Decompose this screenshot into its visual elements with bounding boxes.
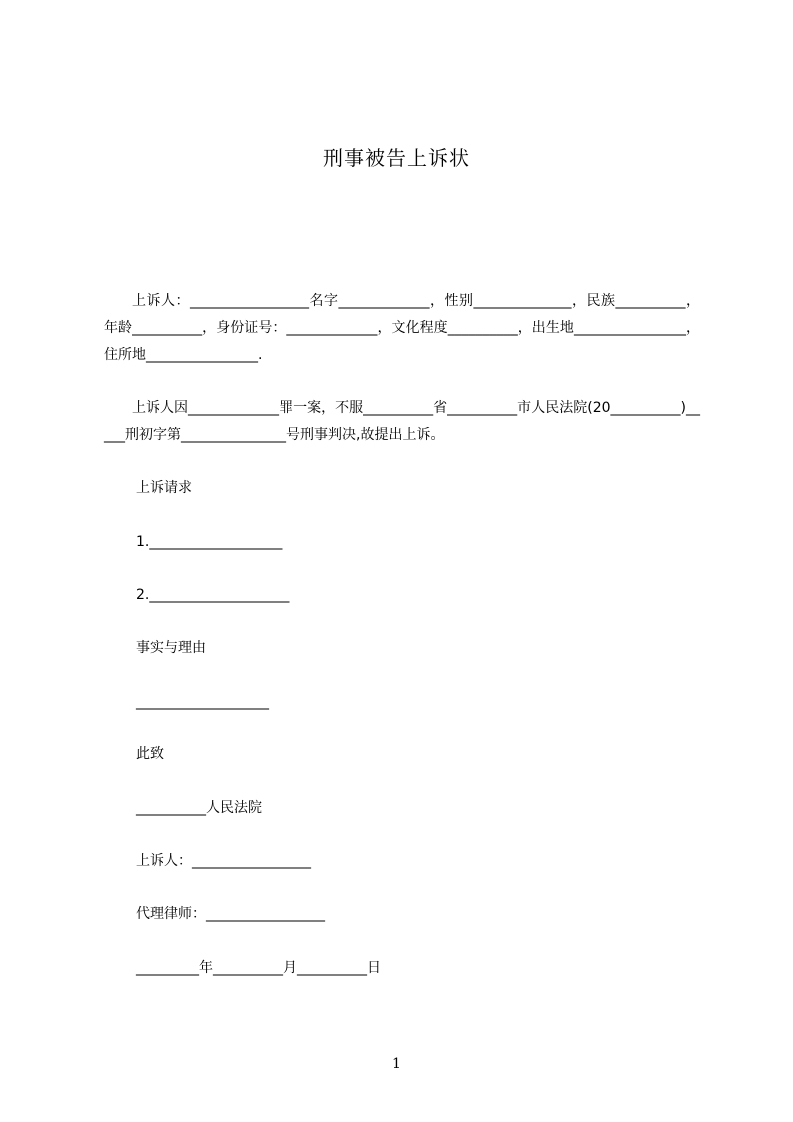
facts-and-reasons-heading: 事实与理由 <box>136 640 206 656</box>
document-title: 刑事被告上诉状 <box>323 146 470 170</box>
date-line: _________年__________月__________日 <box>136 960 381 976</box>
salutation: 此致 <box>136 746 164 762</box>
request-item-1: 1.___________________ <box>136 534 283 550</box>
page-number: 1 <box>392 1056 401 1072</box>
appellant-signature-line: 上诉人：_________________ <box>136 853 311 869</box>
appeal-reason-paragraph: 上诉人因_____________罪一案，不服__________省__________市人民法院(20__________)_____刑初字第_______________号刑事判决,故提出上诉。 <box>104 400 700 443</box>
appeal-requests-heading: 上诉请求 <box>136 480 192 496</box>
facts-blank-line: ___________________ <box>136 694 269 710</box>
request-item-2: 2.____________________ <box>136 587 290 603</box>
court-name-line: __________人民法院 <box>136 800 262 816</box>
appellant-info-paragraph: 上诉人：_________________名字_____________，性别______________，民族__________，年龄__________，身份证号：_____________，文化程度__________，出生地________________，住所地________________. <box>104 293 700 363</box>
lawyer-signature-line: 代理律师：_________________ <box>136 906 325 922</box>
